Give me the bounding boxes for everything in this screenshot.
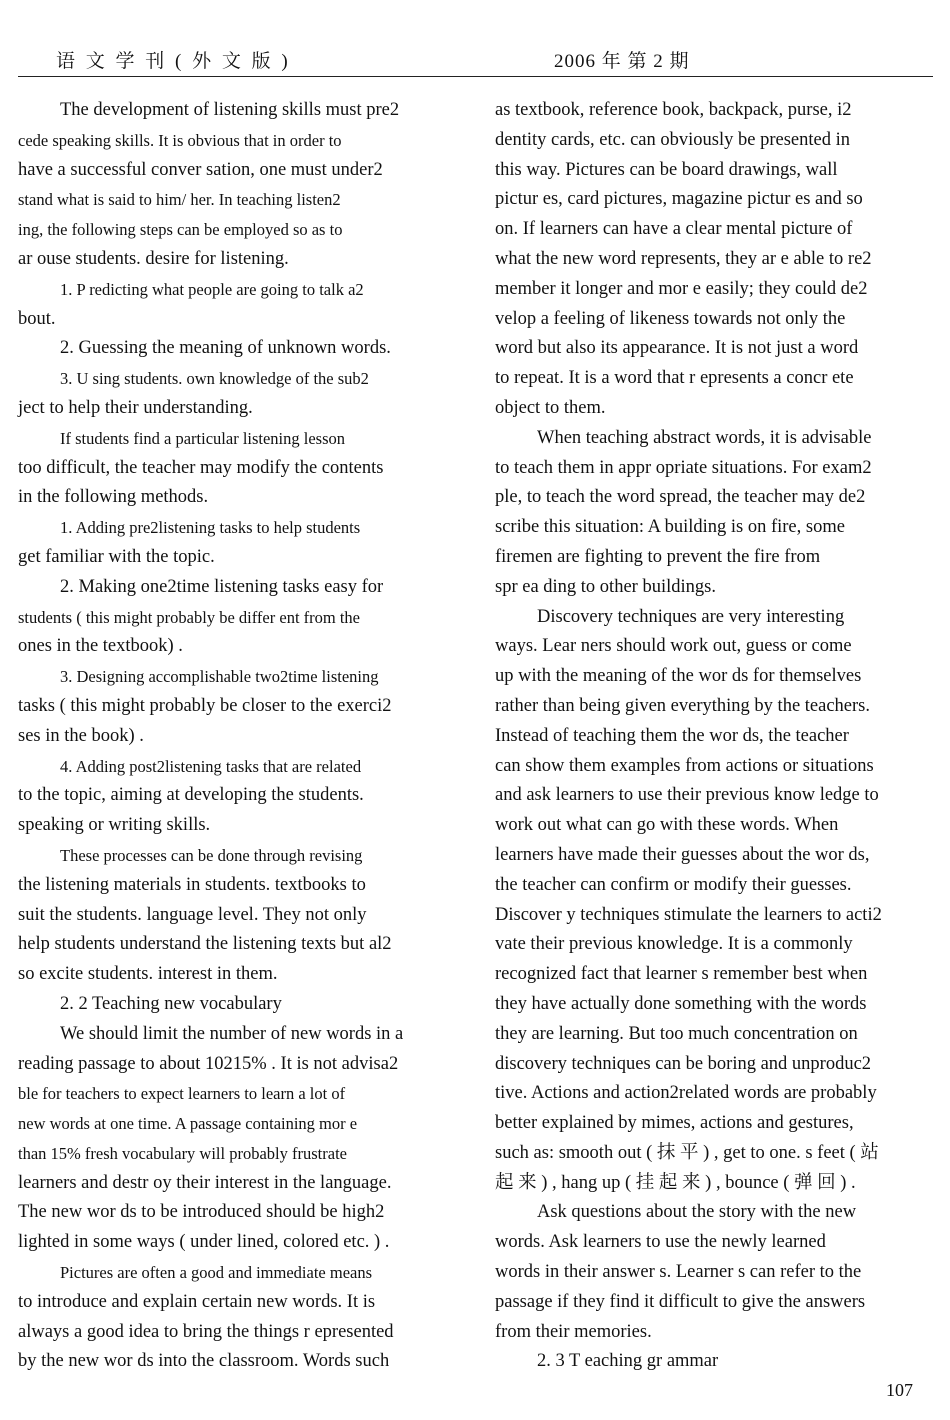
text-line: reading passage to about 10215% . It is not advisa2 xyxy=(18,1053,399,1074)
text-line: this way. Pictures can be board drawings, wall xyxy=(495,159,838,180)
text-line: rather than being given everything by the teachers. xyxy=(495,695,870,716)
text-line: words. Ask learners to use the newly learned xyxy=(495,1232,826,1253)
text-line: on. If learners can have a clear mental picture of xyxy=(495,219,853,240)
text-line: speaking or writing skills. xyxy=(18,815,211,836)
text-line: 2. Guessing the meaning of unknown words. xyxy=(60,338,391,359)
text-line: work out what can go with these words. When xyxy=(495,815,839,836)
text-line: they have actually done something with the words xyxy=(495,993,867,1014)
text-line: Discovery techniques are very interesting xyxy=(537,606,845,627)
text-line: always a good idea to bring the things r epresented xyxy=(18,1321,394,1342)
running-header xyxy=(18,40,933,77)
text-line: dentity cards, etc. can obviously be presented in xyxy=(495,129,850,150)
text-line: pictur es, card pictures, magazine pictur es and so xyxy=(495,189,863,210)
text-line: learners and destr oy their interest in the language. xyxy=(18,1172,392,1193)
text-line: what the new word represents, they ar e able to re2 xyxy=(495,248,872,269)
text-line: the teacher can confirm or modify their guesses. xyxy=(495,874,852,895)
text-line: ble for teachers to expect learners to learn a lot of xyxy=(18,1084,346,1104)
text-line: lighted in some ways ( under lined, colored etc. ) . xyxy=(18,1232,390,1253)
text-line: firemen are fighting to prevent the fire from xyxy=(495,546,821,567)
text-line: so excite students. interest in them. xyxy=(18,964,278,985)
text-line: recognized fact that learner s remember best when xyxy=(495,964,868,985)
text-line: learners have made their guesses about the wor ds, xyxy=(495,844,870,865)
text-line: member it longer and mor e easily; they could de2 xyxy=(495,278,868,299)
page-number: 107 xyxy=(886,1380,913,1400)
text-line: 4. Adding post2listening tasks that are related xyxy=(60,756,362,776)
text-line: to the topic, aiming at developing the students. xyxy=(18,785,364,806)
text-line: These processes can be done through revising xyxy=(60,845,363,865)
text-line: by the new wor ds into the classroom. Words such xyxy=(18,1351,390,1372)
text-line: Pictures are often a good and immediate means xyxy=(60,1263,373,1283)
text-line: the listening materials in students. textbooks to xyxy=(18,874,366,895)
text-line: scribe this situation: A building is on fire, some xyxy=(495,517,845,538)
text-line: word but also its appearance. It is not just a word xyxy=(495,338,859,359)
text-line: We should limit the number of new words in a xyxy=(60,1023,404,1044)
right-column xyxy=(495,96,935,1377)
text-line: Instead of teaching them the wor ds, the teacher xyxy=(495,725,849,746)
text-line: 2. Making one2time listening tasks easy for xyxy=(60,576,384,597)
text-line: from their memories. xyxy=(495,1321,652,1342)
text-line: 1. P redicting what people are going to talk a2 xyxy=(60,279,364,299)
text-line: 起 来 ) , hang up ( 挂 起 来 ) , bounce ( 弹 回 ) . xyxy=(495,1172,856,1193)
text-line: The new wor ds to be introduced should be high2 xyxy=(18,1202,385,1223)
text-line: velop a feeling of likeness towards not only the xyxy=(495,308,846,329)
text-line: have a successful conver sation, one must under2 xyxy=(18,159,383,180)
text-line: If students find a particular listening lesson xyxy=(60,428,346,448)
text-line: up with the meaning of the wor ds for themselves xyxy=(495,666,862,687)
text-line: to introduce and explain certain new words. It is xyxy=(18,1291,376,1312)
text-line: better explained by mimes, actions and gestures, xyxy=(495,1113,854,1134)
text-line: get familiar with the topic. xyxy=(18,546,215,567)
text-line: 3. Designing accomplishable two2time listening xyxy=(60,667,379,687)
text-line: vate their previous knowledge. It is a commonly xyxy=(495,934,853,955)
text-line: 1. Adding pre2listening tasks to help students xyxy=(60,518,361,538)
text-line: can show them examples from actions or situations xyxy=(495,755,874,776)
text-line: 2. 2 Teaching new vocabulary xyxy=(60,993,282,1014)
text-line: too difficult, the teacher may modify the contents xyxy=(18,457,384,478)
text-line: to repeat. It is a word that r epresents a concr ete xyxy=(495,368,854,389)
text-line: ject to help their understanding. xyxy=(18,397,253,418)
text-line: stand what is said to him/ her. In teaching listen2 xyxy=(18,190,341,210)
text-line: suit the students. language level. They not only xyxy=(18,904,367,925)
text-line: and ask learners to use their previous know ledge to xyxy=(495,785,879,806)
text-line: The development of listening skills must pre2 xyxy=(60,100,400,120)
text-line: ple, to teach the word spread, the teacher may de2 xyxy=(495,487,866,508)
issue-label: 2006 年 第 2 期 xyxy=(554,51,690,72)
text-line: such as: smooth out ( 抹 平 ) , get to one. s feet ( 站 xyxy=(495,1142,879,1163)
text-line: ar ouse students. desire for listening. xyxy=(18,248,289,269)
text-line: ways. Lear ners should work out, guess or come xyxy=(495,636,852,657)
text-line: spr ea ding to other buildings. xyxy=(495,576,716,597)
text-line: than 15% fresh vocabulary will probably frustrate xyxy=(18,1143,347,1163)
text-line: passage if they find it difficult to give the answers xyxy=(495,1291,866,1312)
text-line: ing, the following steps can be employed so as to xyxy=(18,220,343,240)
text-line: new words at one time. A passage containing mor e xyxy=(18,1114,358,1134)
journal-title: 语 文 学 刊 ( 外 文 版 ) xyxy=(56,51,291,72)
text-line: 3. U sing students. own knowledge of the sub2 xyxy=(60,369,369,389)
text-line: words in their answer s. Learner s can refer to the xyxy=(495,1262,862,1283)
text-line: 2. 3 T eaching gr ammar xyxy=(537,1351,719,1372)
text-line: tive. Actions and action2related words are probably xyxy=(495,1083,877,1104)
text-line: Ask questions about the story with the new xyxy=(537,1202,857,1223)
text-line: When teaching abstract words, it is advisable xyxy=(537,427,872,448)
text-line: cede speaking skills. It is obvious that in order to xyxy=(18,130,342,150)
text-line: ses in the book) . xyxy=(18,725,144,746)
text-line: bout. xyxy=(18,308,56,329)
text-line: to teach them in appr opriate situations. For exam2 xyxy=(495,457,872,478)
text-line: tasks ( this might probably be closer to the exerci2 xyxy=(18,695,392,716)
text-line: as textbook, reference book, backpack, purse, i2 xyxy=(495,100,852,120)
text-line: discovery techniques can be boring and unproduc2 xyxy=(495,1053,872,1074)
text-line: help students understand the listening texts but al2 xyxy=(18,934,392,955)
left-column xyxy=(18,96,454,1377)
text-line: students ( this might probably be differ ent from the xyxy=(18,607,361,627)
text-line: ones in the textbook) . xyxy=(18,636,183,657)
text-line: object to them. xyxy=(495,397,606,418)
text-line: in the following methods. xyxy=(18,487,209,508)
text-line: Discover y techniques stimulate the learners to acti2 xyxy=(495,904,882,925)
text-line: they are learning. But too much concentration on xyxy=(495,1023,858,1044)
